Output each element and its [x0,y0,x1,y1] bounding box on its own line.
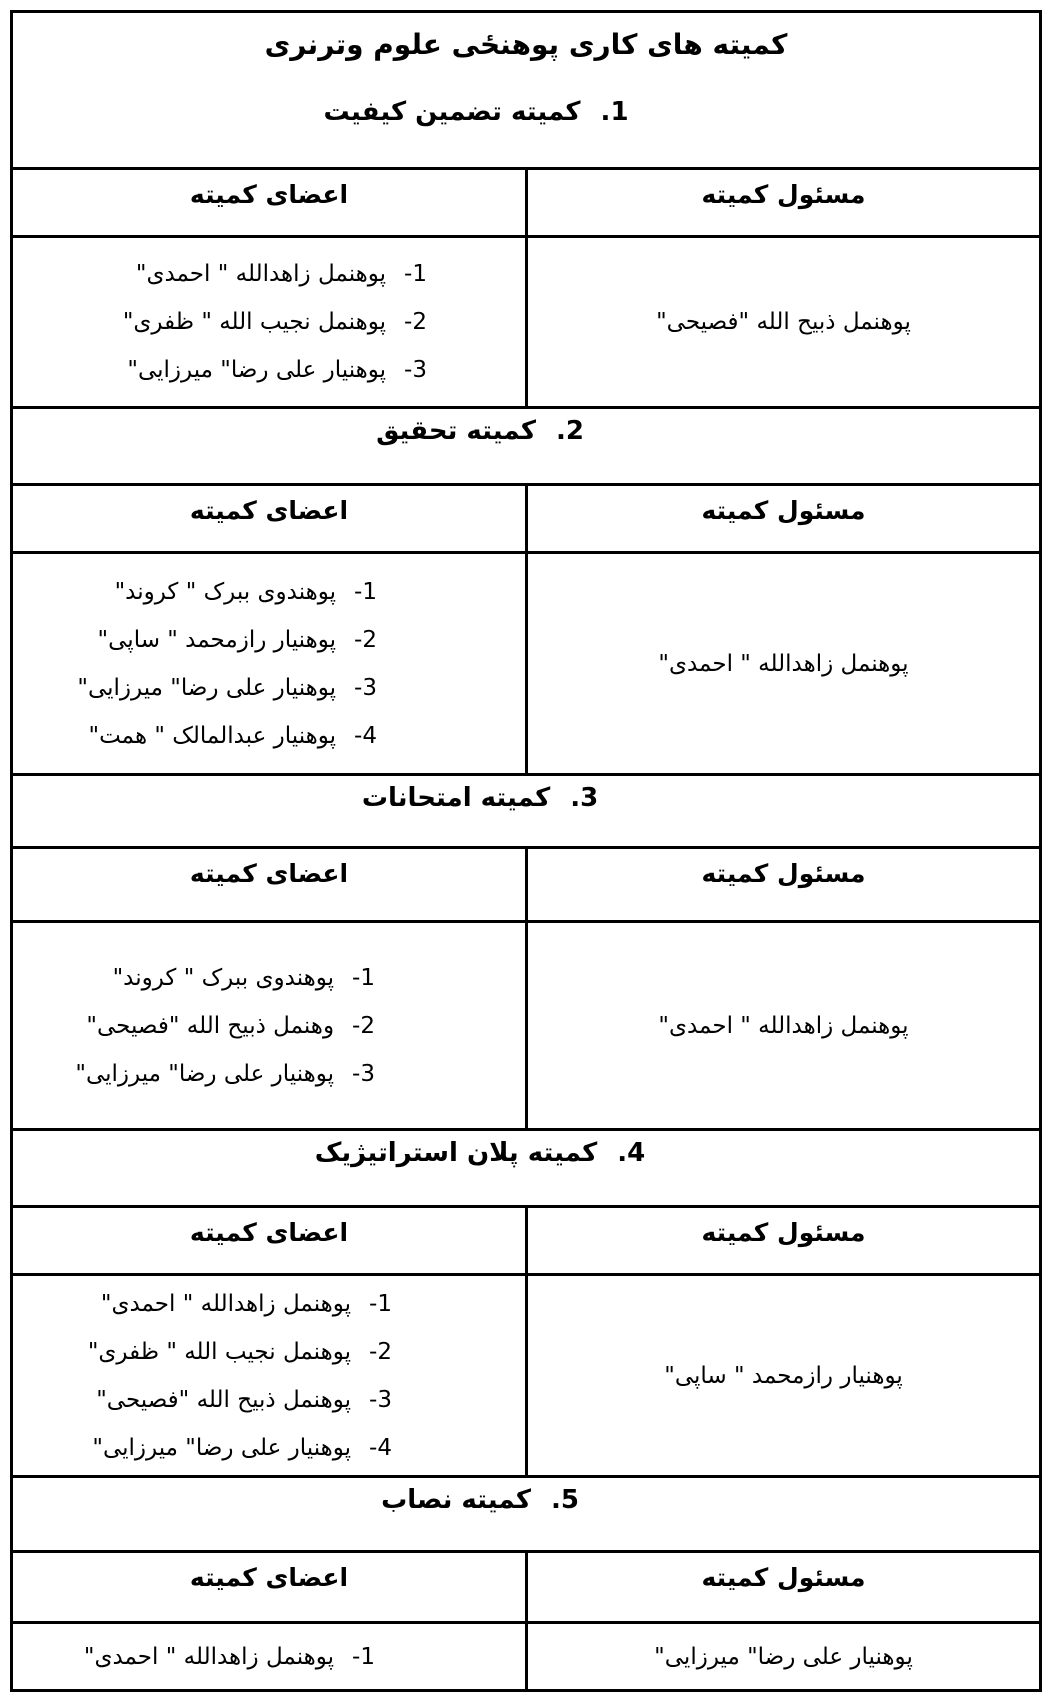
committee-section [13,1475,1039,1689]
section-number: 5. [550,1485,579,1515]
member-item [84,1633,375,1681]
member-item [101,1280,392,1328]
section-heading [0,412,993,450]
members-header-label: اعضای کمیته [189,496,349,525]
member-name: پوهنمل زاهدالله " احمدی" [100,1290,352,1317]
members-list [13,923,528,1128]
responsible-header-label: مسئول کمیته [701,1218,866,1247]
responsible-header-label: مسئول کمیته [701,496,866,525]
committee-body-row [13,1273,1039,1475]
responsible-column-header [528,849,1039,920]
section-heading [0,1134,993,1172]
section-heading-row [13,406,1039,483]
responsible-header-label: مسئول کمیته [701,859,866,888]
section-heading [0,779,993,817]
member-name: پوهندوی ببرک " کروند" [114,578,337,605]
responsible-header-label: مسئول کمیته [701,1563,866,1592]
responsible-name: پوهنمل زاهدالله " احمدی" [658,1012,909,1039]
section-heading-row [13,1128,1039,1205]
members-header-label: اعضای کمیته [189,1218,349,1247]
title-block [13,13,1039,167]
member-number: 1- [369,1290,392,1317]
column-header-row [13,1205,1039,1273]
members-header-label: اعضای کمیته [189,180,349,209]
member-number: 2- [369,1338,392,1365]
member-number: 3- [369,1386,392,1413]
member-item [77,664,377,712]
member-item [136,250,427,298]
member-name: پوهنیار علی رضا" میرزایی" [127,357,387,383]
members-list [13,238,528,406]
members-header-label: اعضای کمیته [189,859,349,888]
member-name: پوهنمل زاهدالله " احمدی" [135,261,387,287]
member-number: 3- [404,357,427,383]
member-number: 2- [352,1012,375,1039]
section-number: 1. [600,97,629,127]
members-list [13,1276,528,1475]
member-name: پوهنمل زاهدالله " احمدی" [83,1643,335,1670]
member-item [96,1376,392,1424]
section-number: 4. [617,1138,646,1168]
committee-body-row [13,920,1039,1128]
section-heading-row [13,773,1039,846]
column-header-row [13,483,1039,551]
section-number: 3. [570,783,599,813]
section-title: کمیته پلان استراتیژیک [314,1138,598,1168]
member-item [98,616,377,664]
member-item [89,712,378,760]
column-header-row [13,167,1039,235]
member-name: پوهنمل نجیب الله " ظفری" [87,1338,352,1365]
member-name: پوهنمل نجیب الله " ظفری" [122,309,387,335]
members-column-header [13,1208,528,1273]
member-number: 3- [352,1060,375,1087]
responsible-name: پوهنیار علی رضا" میرزایی" [654,1643,913,1670]
member-item [123,298,427,346]
members-list [13,554,528,773]
member-number: 1- [352,964,375,991]
member-name: پوهنمل ذبیح الله "فصیحی" [96,1386,352,1413]
sections-container [13,167,1039,1689]
committee-body-row [13,1621,1039,1689]
responsible-column-header [528,486,1039,551]
responsible-column-header [528,170,1039,235]
member-number: 1- [404,261,427,287]
member-item [75,1050,375,1098]
member-number: 2- [354,626,377,653]
members-column-header [13,486,528,551]
member-number: 1- [352,1643,375,1670]
members-header-label: اعضای کمیته [189,1563,349,1592]
member-number: 1- [354,578,377,605]
member-name: پوهنیار علی رضا" میرزایی" [92,1434,352,1461]
section-number: 2. [555,416,584,446]
member-number: 4- [354,722,377,749]
responsible-cell [528,1276,1039,1475]
responsible-cell [528,238,1039,406]
members-list [13,1624,528,1689]
responsible-name: پوهنیار رازمحمد " ساپی" [664,1362,903,1389]
section-title: کمیته تحقیق [376,416,536,446]
member-name: وهنمل ذبیح الله "فصیحی" [86,1012,335,1039]
member-name: پوهنیار عبدالمالک " همت" [88,722,337,749]
member-item [92,1424,392,1472]
responsible-header-label: مسئول کمیته [701,180,866,209]
member-number: 4- [369,1434,392,1461]
members-column-header [13,1553,528,1621]
section-title: کمیته نصاب [381,1485,531,1515]
section-heading [0,1481,993,1519]
members-column-header [13,849,528,920]
document-title: کمیته های کاری پوهنځی علوم وترنری [264,28,788,61]
members-column-header [13,170,528,235]
member-item [88,1328,392,1376]
responsible-column-header [528,1208,1039,1273]
committee-body-row [13,551,1039,773]
committee-section [13,406,1039,773]
section-title: کمیته تضمین کیفیت [323,97,581,127]
section-heading-row [13,1475,1039,1550]
member-name: پوهنیار علی رضا" میرزایی" [77,674,337,701]
member-item [113,954,375,1002]
column-header-row [13,1550,1039,1621]
member-item [115,568,377,616]
member-number: 3- [354,674,377,701]
section-title: کمیته امتحانات [361,783,551,813]
member-name: پوهنیار علی رضا" میرزایی" [75,1060,335,1087]
responsible-cell [528,554,1039,773]
member-name: پوهندوی ببرک " کروند" [112,964,335,991]
committees-table [10,10,1042,1692]
member-item [127,346,427,394]
column-header-row [13,846,1039,920]
responsible-cell [528,923,1039,1128]
responsible-column-header [528,1553,1039,1621]
member-item [86,1002,375,1050]
section-1-heading [0,93,989,131]
committee-section [13,773,1039,1128]
committee-body-row [13,235,1039,406]
responsible-name: پوهنمل زاهدالله " احمدی" [658,650,909,677]
member-number: 2- [404,309,427,335]
committee-section [13,167,1039,406]
responsible-cell [528,1624,1039,1689]
responsible-name: پوهنمل ذبیح الله "فصیحی" [656,309,911,335]
committee-section [13,1128,1039,1475]
member-name: پوهنیار رازمحمد " ساپی" [97,626,337,653]
